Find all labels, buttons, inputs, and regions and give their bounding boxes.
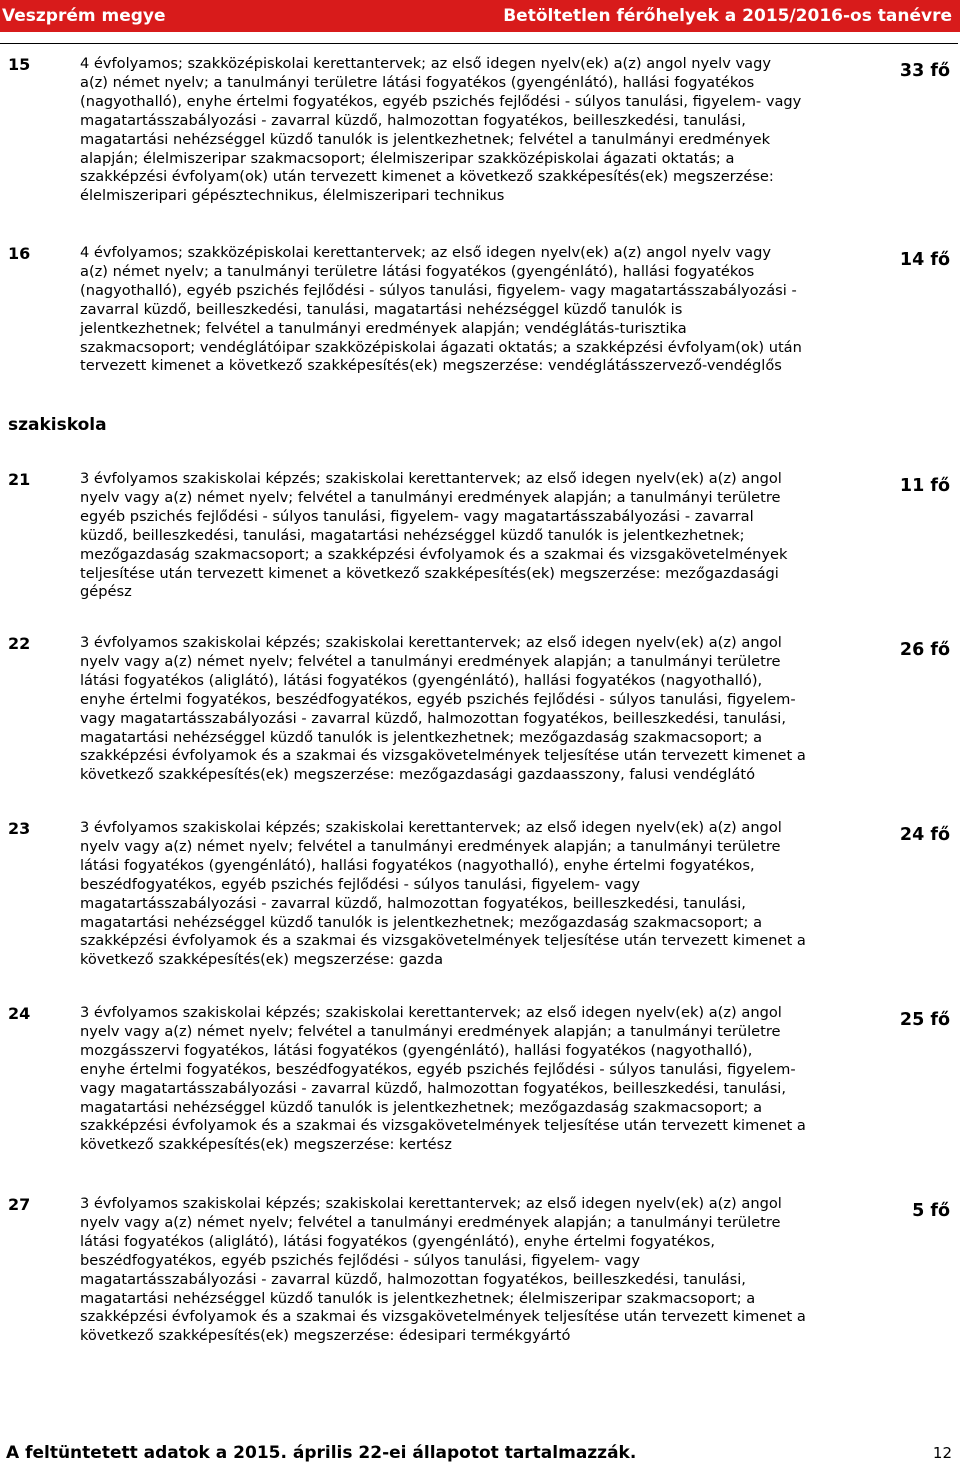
entry-number: 23: [8, 819, 31, 838]
description-line: élelmiszeripari gépésztechnikus, élelmiszeripari technikus: [80, 187, 505, 205]
seat-count: 11 fő: [899, 476, 950, 496]
seat-count: 26 fő: [899, 640, 950, 660]
description-line: nyelv vagy a(z) német nyelv; felvétel a tanulmányi eredmények alapján; a tanulmányi területre: [80, 488, 781, 506]
description-line: magatartási nehézséggel küzdő tanulók is jelentkezhetnek; mezőgazdaság szakmacsoport; a: [80, 728, 763, 746]
description-line: szakképzési évfolyamok és a szakmai és vizsgakövetelmények teljesítése után tervezett kimenet a: [80, 1308, 806, 1326]
header-county: Veszprém megye: [2, 6, 166, 26]
description-line: a(z) német nyelv; a tanulmányi területre látási fogyatékos (gyengénlátó), hallási fogyatékos: [80, 262, 755, 280]
description-line: következő szakképesítés(ek) megszerzése: édesipari termékgyártó: [80, 1327, 571, 1345]
description-line: mezőgazdaság szakmacsoport; a szakképzési évfolyamok és a szakmai és vizsgakövetelmények: [80, 545, 788, 563]
description-line: szakképzési évfolyamok és a szakmai és vizsgakövetelmények teljesítése után tervezett kimenet a: [80, 932, 806, 950]
description-line: 3 évfolyamos szakiskolai képzés; szakiskolai kerettantervek; az első idegen nyelv(ek) a(z) angol: [80, 634, 782, 651]
description-line: látási fogyatékos (aliglátó), látási fogyatékos (gyengénlátó), hallási fogyatékos (nagyothalló),: [80, 671, 763, 689]
description-line: mozgásszervi fogyatékos, látási fogyatékos (gyengénlátó), hallási fogyatékos (nagyothalló),: [80, 1041, 753, 1059]
entry-number: 22: [8, 634, 31, 653]
entry-description: [80, 55, 832, 206]
description-line: 4 évfolyamos; szakközépiskolai kerettantervek; az első idegen nyelv(ek) a(z) angol nyelv vagy: [80, 55, 771, 72]
description-line: (nagyothalló), egyéb pszichés fejlődési - súlyos tanulási, figyelem- vagy magatartásszabályozási -: [80, 281, 797, 299]
description-line: magatartási nehézséggel küzdő tanulók is jelentkezhetnek; élelmiszeripar szakmacsoport; a: [80, 1289, 756, 1307]
entry-description: [80, 634, 832, 785]
description-line: nyelv vagy a(z) német nyelv; felvétel a tanulmányi eredmények alapján; a tanulmányi területre: [80, 652, 781, 670]
description-line: jelentkezhetnek; felvétel a tanulmányi eredmények alapján; vendéglátás-turisztika: [80, 319, 687, 337]
description-line: beszédfogyatékos, egyéb pszichés fejlődési - súlyos tanulási, figyelem- vagy: [80, 1251, 641, 1269]
description-line: gépész: [80, 583, 132, 601]
entry-description: [80, 244, 832, 376]
description-line: nyelv vagy a(z) német nyelv; felvétel a tanulmányi eredmények alapján; a tanulmányi területre: [80, 1213, 781, 1231]
description-line: 3 évfolyamos szakiskolai képzés; szakiskolai kerettantervek; az első idegen nyelv(ek) a(z) angol: [80, 1195, 782, 1212]
header-title: Betöltetlen férőhelyek a 2015/2016-os tanévre: [503, 6, 952, 26]
description-line: magatartási nehézséggel küzdő tanulók is jelentkezhetnek; mezőgazdaság szakmacsoport; a: [80, 913, 763, 931]
entry-number: 15: [8, 55, 31, 74]
entry-description: [80, 470, 832, 602]
description-line: magatartási nehézséggel küzdő tanulók is jelentkezhetnek; mezőgazdaság szakmacsoport; a: [80, 1098, 763, 1116]
description-line: nyelv vagy a(z) német nyelv; felvétel a tanulmányi eredmények alapján; a tanulmányi területre: [80, 837, 781, 855]
seat-count: 24 fő: [899, 825, 950, 845]
description-line: szakmacsoport; vendéglátóipar szakközépiskolai ágazati oktatás; a szakképzési évfolyam(ok) után: [80, 338, 802, 356]
description-line: egyéb pszichés fejlődési - súlyos tanulási, figyelem- vagy magatartásszabályozási - zavarral: [80, 507, 754, 525]
description-line: 3 évfolyamos szakiskolai képzés; szakiskolai kerettantervek; az első idegen nyelv(ek) a(z) angol: [80, 819, 782, 836]
entry-description: [80, 819, 832, 970]
seat-count: 14 fő: [899, 250, 950, 270]
description-line: magatartási nehézséggel küzdő tanulók is jelentkezhetnek; felvétel a tanulmányi eredmények: [80, 130, 771, 148]
description-line: alapján; élelmiszeripar szakmacsoport; élelmiszeripar szakközépiskolai ágazati oktatás; a: [80, 149, 735, 167]
description-line: magatartásszabályozási - zavarral küzdő, halmozottan fogyatékos, beilleszkedési, tanulási,: [80, 111, 746, 129]
entry-number: 27: [8, 1195, 31, 1214]
description-line: nyelv vagy a(z) német nyelv; felvétel a tanulmányi eredmények alapján; a tanulmányi területre: [80, 1022, 781, 1040]
description-line: 4 évfolyamos; szakközépiskolai kerettantervek; az első idegen nyelv(ek) a(z) angol nyelv vagy: [80, 244, 771, 261]
entry-number: 21: [8, 470, 31, 489]
entry-number: 24: [8, 1004, 31, 1023]
description-line: tervezett kimenet a következő szakképesítés(ek) megszerzése: vendéglátásszervező-vendéglős: [80, 357, 782, 375]
header-divider: [0, 43, 958, 44]
description-line: vagy magatartásszabályozási - zavarral küzdő, halmozottan fogyatékos, beilleszkedési, tanulási,: [80, 1079, 787, 1097]
description-line: a(z) német nyelv; a tanulmányi területre látási fogyatékos (gyengénlátó), hallási fogyatékos: [80, 73, 755, 91]
description-line: következő szakképesítés(ek) megszerzése: mezőgazdasági gazdaasszony, falusi vendéglátó: [80, 766, 756, 784]
page-number: 12: [932, 1444, 952, 1462]
description-line: enyhe értelmi fogyatékos, beszédfogyatékos, egyéb pszichés fejlődési - súlyos tanulási, figyelem-: [80, 1060, 796, 1078]
description-line: következő szakképesítés(ek) megszerzése: gazda: [80, 951, 444, 969]
entry-number: 16: [8, 244, 31, 263]
description-line: küzdő, beilleszkedési, tanulási, magatartási nehézséggel küzdő tanulók is jelentkezhetnek;: [80, 526, 745, 544]
footer-note: A feltüntetett adatok a 2015. április 22-ei állapotot tartalmazzák.: [6, 1443, 637, 1463]
page-header: [0, 0, 960, 32]
description-line: 3 évfolyamos szakiskolai képzés; szakiskolai kerettantervek; az első idegen nyelv(ek) a(z) angol: [80, 1004, 782, 1021]
seat-count: 33 fő: [899, 61, 950, 81]
description-line: enyhe értelmi fogyatékos, beszédfogyatékos, egyéb pszichés fejlődési - súlyos tanulási, figyelem-: [80, 690, 796, 708]
description-line: látási fogyatékos (gyengénlátó), hallási fogyatékos (nagyothalló), enyhe értelmi fogyatékos,: [80, 856, 755, 874]
section-heading: szakiskola: [8, 415, 107, 435]
description-line: következő szakképesítés(ek) megszerzése: kertész: [80, 1136, 452, 1154]
description-line: szakképzési évfolyamok és a szakmai és vizsgakövetelmények teljesítése után tervezett kimenet a: [80, 1117, 806, 1135]
description-line: vagy magatartásszabályozási - zavarral küzdő, halmozottan fogyatékos, beilleszkedési, tanulási,: [80, 709, 787, 727]
description-line: (nagyothalló), enyhe értelmi fogyatékos, egyéb pszichés fejlődési - súlyos tanulási, figyelem- vagy: [80, 92, 802, 110]
description-line: szakképzési évfolyam(ok) után tervezett kimenet a következő szakképesítés(ek) megszerzése:: [80, 168, 774, 186]
seat-count: 25 fő: [899, 1010, 950, 1030]
description-line: beszédfogyatékos, egyéb pszichés fejlődési - súlyos tanulási, figyelem- vagy: [80, 875, 641, 893]
description-line: magatartásszabályozási - zavarral küzdő, halmozottan fogyatékos, beilleszkedési, tanulási,: [80, 894, 746, 912]
seat-count: 5 fő: [912, 1201, 950, 1221]
entry-description: [80, 1195, 832, 1346]
description-line: zavarral küzdő, beilleszkedési, tanulási, magatartási nehézséggel küzdő tanulók is: [80, 300, 683, 318]
description-line: magatartásszabályozási - zavarral küzdő, halmozottan fogyatékos, beilleszkedési, tanulási,: [80, 1270, 746, 1288]
description-line: látási fogyatékos (aliglátó), látási fogyatékos (gyengénlátó), enyhe értelmi fogyatékos,: [80, 1232, 715, 1250]
description-line: 3 évfolyamos szakiskolai képzés; szakiskolai kerettantervek; az első idegen nyelv(ek) a(z) angol: [80, 470, 782, 487]
description-line: szakképzési évfolyamok és a szakmai és vizsgakövetelmények teljesítése után tervezett kimenet a: [80, 747, 806, 765]
entry-description: [80, 1004, 832, 1155]
description-line: teljesítése után tervezett kimenet a következő szakképesítés(ek) megszerzése: mezőgazdasági: [80, 564, 779, 582]
